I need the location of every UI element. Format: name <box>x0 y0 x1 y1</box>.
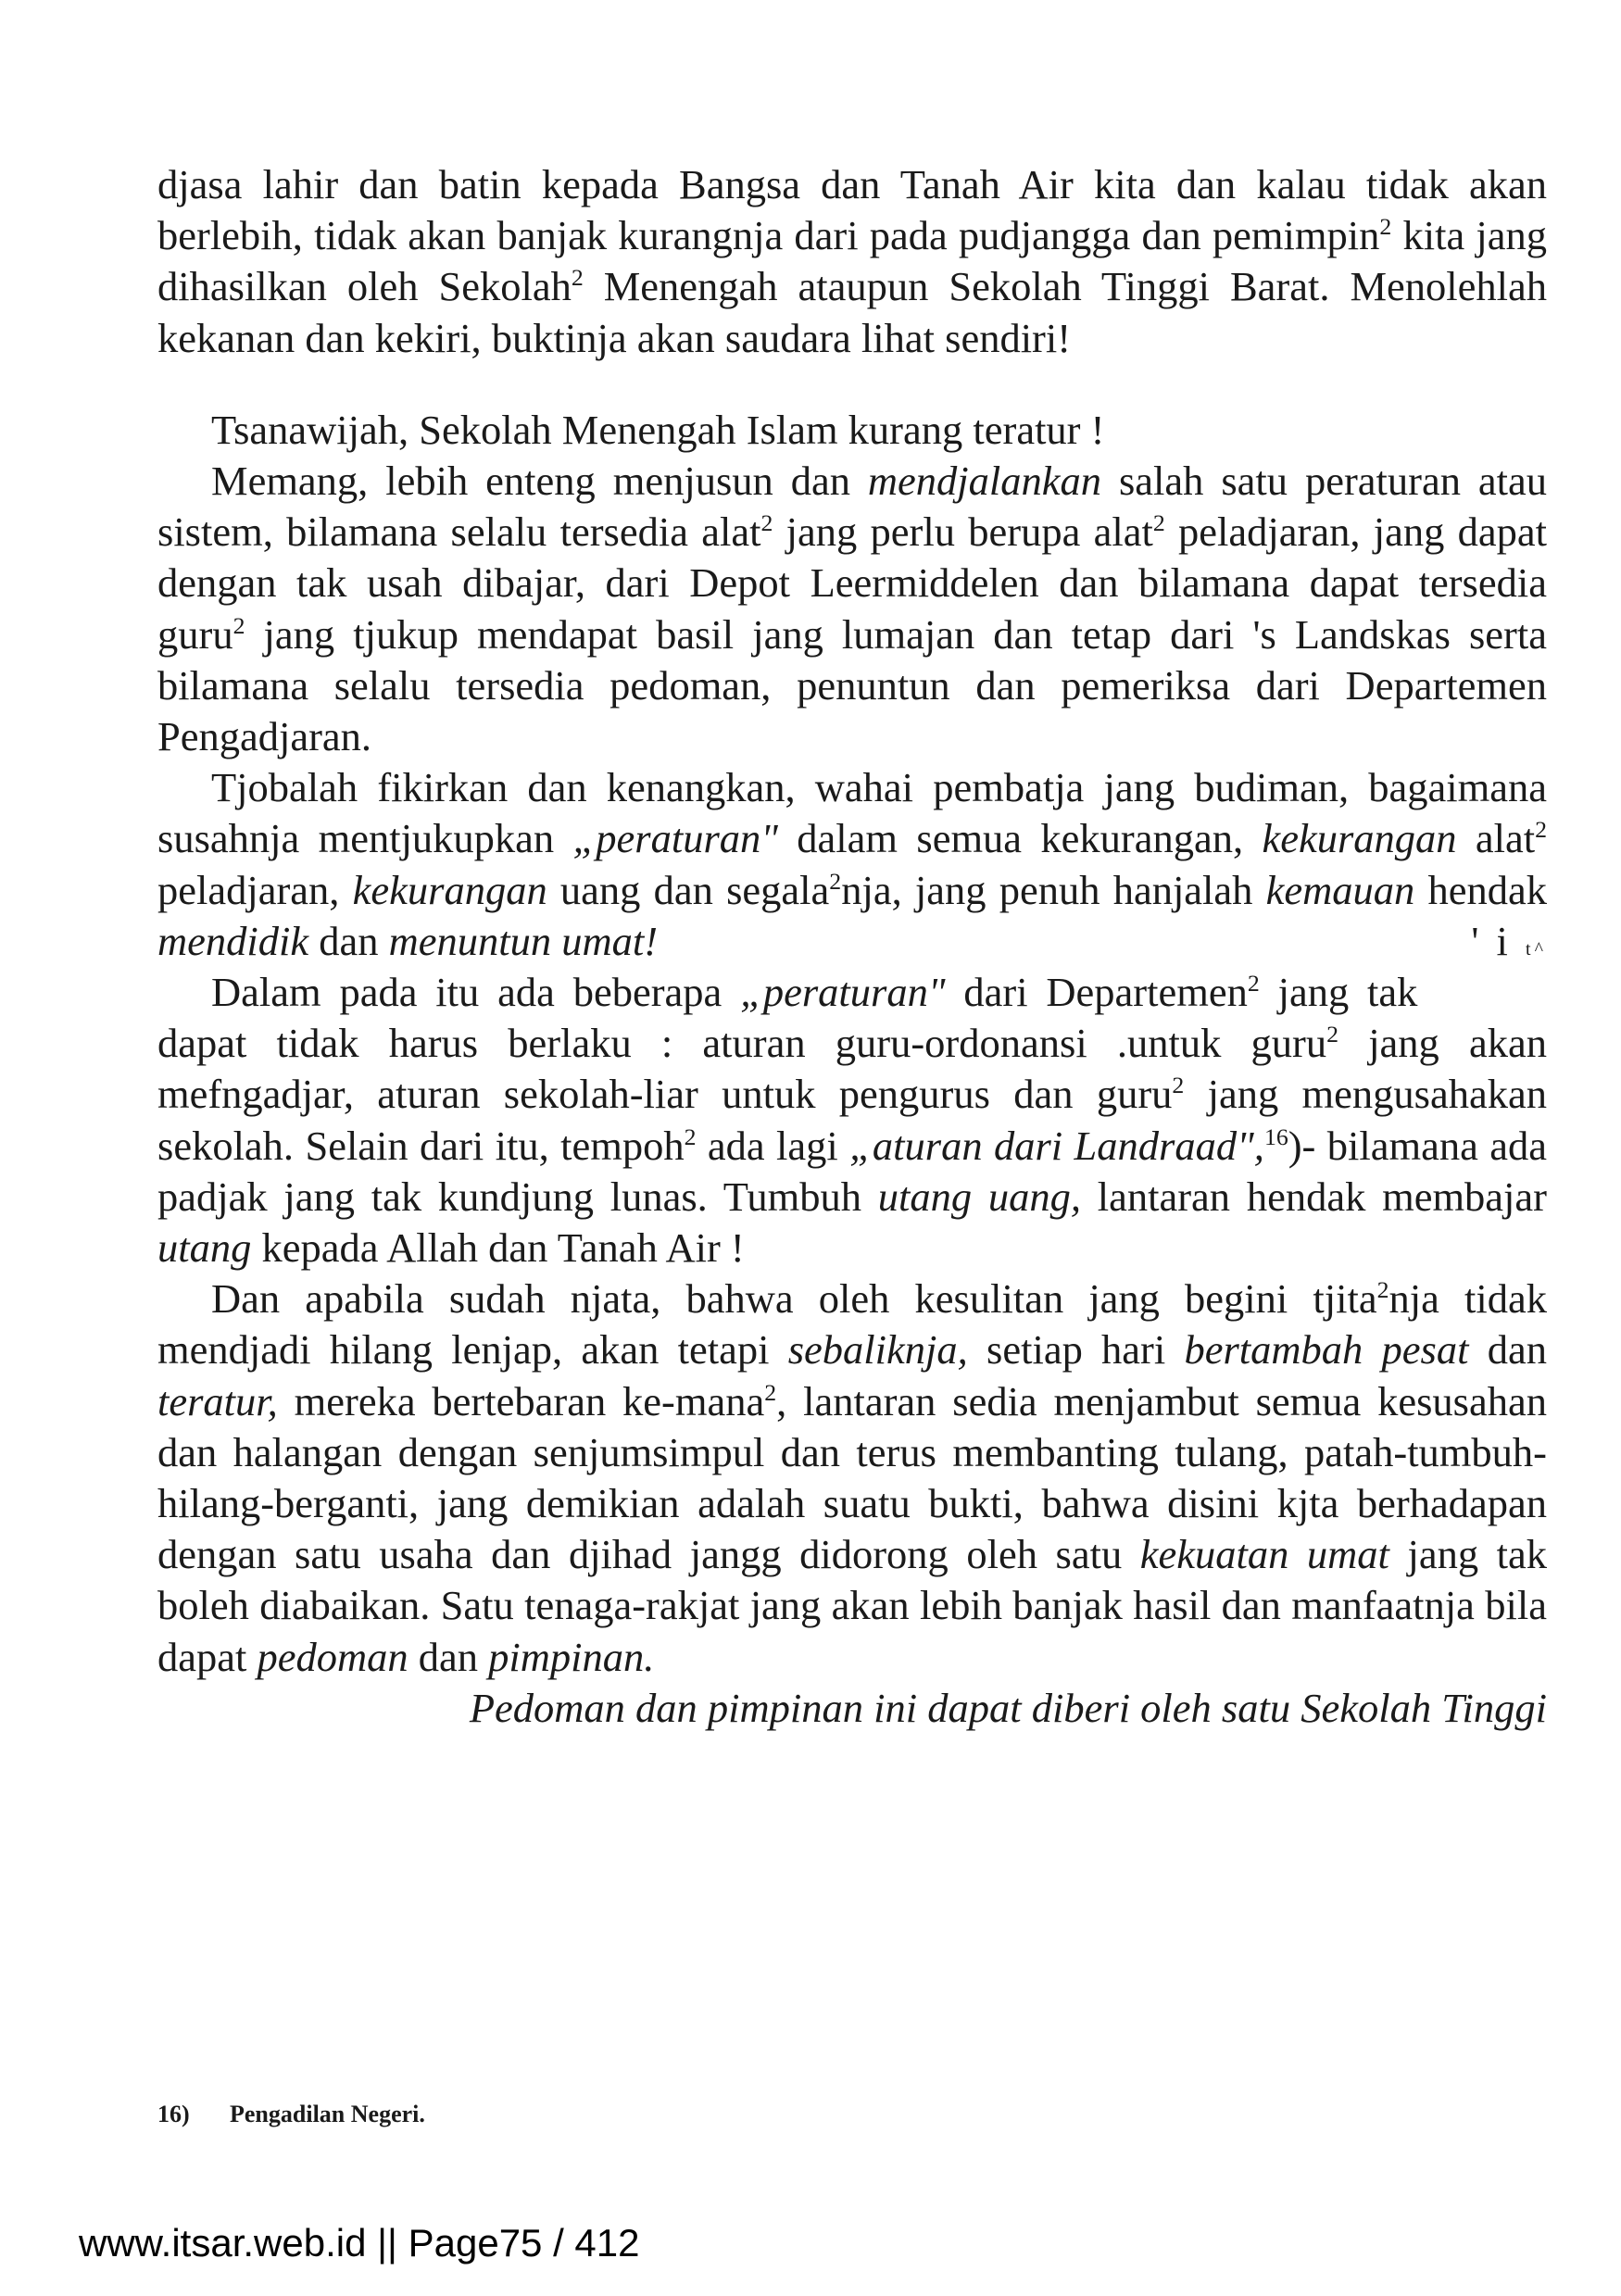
continuation-line: Pedoman dan pimpinan ini dapat diberi oleh satu Sekolah Tinggi <box>469 1684 1547 1731</box>
footnote <box>157 2101 425 2128</box>
footnote-ref: 16 <box>1263 1123 1288 1150</box>
paragraph-3: Tjobalah fikirkan dan kenangkan, wahai pembatja jang budiman, bagaimana susahnja mentjukupkan „peraturan" dalam semua kekurangan, kekurangan alat$^2$ peladjaran, kekurangan uang dan segala$^2$nja, jang penuh hanjalah kemauan hendak mendidik dan menuntun umat! ' i t^ <box>157 762 1547 967</box>
paragraph-4: Dalam pada itu ada beberapa „peraturan" dari Departemen$^2$ jang tak dapat tidak harus berlaku : aturan guru-ordonansi .untuk guru$^2$ jang akan mefngadjar, aturan sekolah-liar untuk pengurus dan guru$^2$ jang mengusahakan sekolah. Selain dari itu, tempoh$^2$ ada lagi „aturan dari Landraad",$^{16}$)- bilamana ada padjak jang tak kundjung lunas. Tumbuh utang uang, lantaran hendak membajar utang kepada Allah dan Tanah Air ! <box>157 969 1547 1272</box>
paragraph-1: djasa lahir dan batin kepada Bangsa dan Tanah Air kita dan kalau tidak akan berlebih, tidak akan banjak kurangnja dari pada pudjangga dan pemimpin$^2$ kita jang dihasilkan oleh Sekolah$^2$ Menengah ataupun Sekolah Tinggi Barat. Menolehlah kekanan dan kekiri, buktinja akan saudara lihat sendiri! <box>157 161 1548 361</box>
section-heading: Tsanawijah, Sekolah Menengah Islam kurang teratur ! <box>211 406 1105 453</box>
paragraph-2: Memang, lebih enteng menjusun dan mendjalankan salah satu peraturan atau sistem, bilamana selalu tersedia alat$^2$ jang perlu berupa alat$^2$ peladjaran, jang dapat dengan tak usah dibajar, dari Depot Leermiddelen dan bilamana dapat tersedia guru$^2$ jang tjukup mendapat basil jang lumajan dan tetap dari 's Landskas serta bilamana selalu tersedia pedoman, penuntun dan pemeriksa dari Departemen Pengadjaran. <box>157 458 1547 760</box>
stray-marks: ' i t^ <box>1471 917 1547 964</box>
footnote-text: Pengadilan Negeri. <box>230 2101 425 2127</box>
paragraph-5: Dan apabila sudah njata, bahwa oleh kesulitan jang begini tjita$^2$nja tidak mendjadi hilang lenjap, akan tetapi sebaliknja, setiap hari bertambah pesat dan teratur, mereka bertebaran ke-mana$^2$, lantaran sedia menjambut semua kesusahan dan halangan dengan senjumsimpul dan terus membanting tulang, patah-tumbuh-hilang-berganti, jang demikian adalah suatu bukti, bahwa disini kjta berhadapan dengan satu usaha dan djihad jangg didorong oleh satu kekuatan umat jang tak boleh diabaikan. Satu tenaga-rakjat jang akan lebih banjak hasil dan manfaatnja bila dapat pedoman dan pimpinan. <box>157 1275 1547 1680</box>
footnote-number: 16) <box>157 2101 190 2127</box>
page-footer: www.itsar.web.id || Page75 / 412 <box>79 2221 640 2265</box>
body-text <box>157 159 1547 1734</box>
